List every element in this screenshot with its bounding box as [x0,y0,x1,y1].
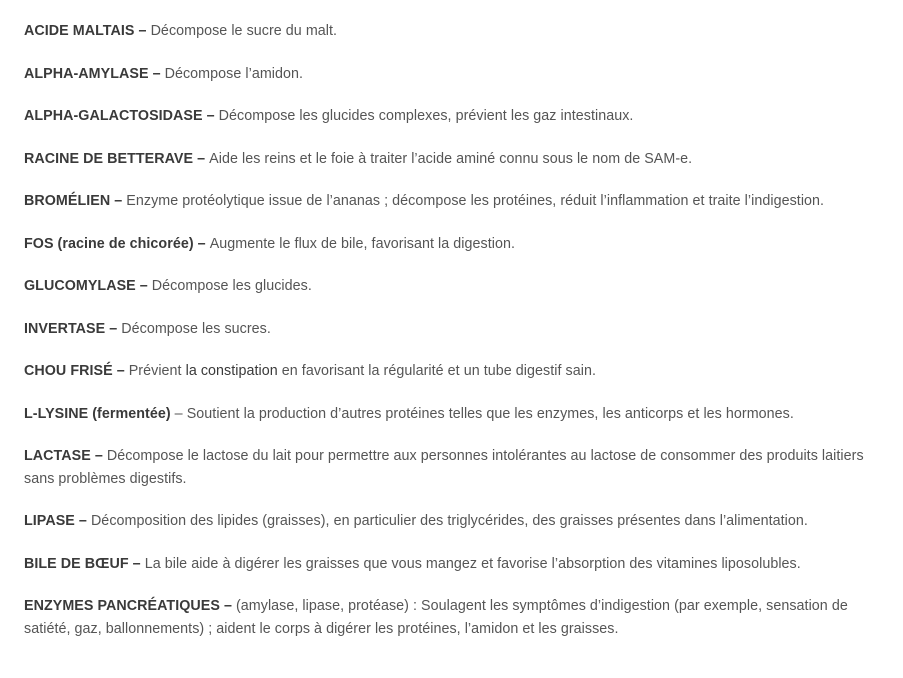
description: Augmente le flux de bile, favorisant la digestion. [209,235,515,252]
separator: – [219,598,236,614]
entry-enzymes-pancreatiques [24,595,879,640]
term: LACTASE [24,448,91,464]
separator: – [128,555,145,572]
entry-alpha-amylase [24,63,879,86]
entry-lactase [24,445,879,490]
term: ALPHA-GALACTOSIDASE [24,108,203,124]
entry-glucomylase [24,275,879,298]
term: BROMÉLIEN [24,193,111,209]
description: (amylase, lipase, protéase) : Soulagent les symptômes d’indigestion (par exemple, sensation de satiété, gaz, ballonnements) ; aident le corps à digérer les protéines, l’amidon et les graisses. [24,598,848,637]
entry-invertase [24,318,879,341]
term: FOS (racine de chicorée) [24,235,194,252]
separator: – [112,363,129,379]
description-pre: Prévient [128,363,186,379]
term: L-LYSINE (fermentée) [24,405,171,422]
separator: – [202,108,219,124]
separator: – [74,513,91,529]
description: Soutient la production d’autres protéines telles que les enzymes, les anticorps et les hormones. [186,405,794,422]
description: Décomposition des lipides (graisses), en particulier des triglycérides, des graisses présentes dans l’alimentation. [90,513,808,529]
constipation-link[interactable]: la constipation [185,363,278,379]
entry-l-lysine [24,403,879,426]
entry-fos [24,233,879,256]
separator: – [170,405,187,422]
description-post: en favorisant la régularité et un tube digestif sain. [277,363,596,379]
separator: – [105,320,122,337]
separator: – [135,278,152,294]
entry-chou-frise [24,360,879,383]
description: Enzyme protéolytique issue de l’ananas ; décompose les protéines, réduit l’inflammation et traite l’indigestion. [126,193,825,209]
term: GLUCOMYLASE [24,278,136,294]
separator: – [134,23,151,39]
term: ACIDE MALTAIS [24,23,135,39]
term: INVERTASE [24,320,106,337]
separator: – [193,235,210,252]
separator: – [148,65,165,82]
entry-bile-de-boeuf [24,553,879,576]
description: Décompose le lactose du lait pour permettre aux personnes intolérantes au lactose de consommer des produits laitiers sans problèmes digestifs. [24,448,864,487]
term: LIPASE [24,513,75,529]
description: Décompose l’amidon. [164,65,304,82]
description: Décompose les glucides complexes, prévient les gaz intestinaux. [218,108,634,124]
term: CHOU FRISÉ [24,363,113,379]
description: Décompose les sucres. [121,320,271,337]
description: Décompose les glucides. [151,278,312,294]
term: BILE DE BŒUF [24,555,129,572]
entry-racine-de-betterave [24,148,879,171]
entry-acide-maltais [24,20,879,43]
separator: – [110,193,127,209]
entry-lipase [24,510,879,533]
entry-alpha-galactosidase [24,105,879,128]
description: Décompose le sucre du malt. [150,23,338,39]
term: ALPHA-AMYLASE [24,65,149,82]
separator: – [193,150,210,167]
description: La bile aide à digérer les graisses que vous mangez et favorise l’absorption des vitamines liposolubles. [144,555,801,572]
description: Aide les reins et le foie à traiter l’acide aminé connu sous le nom de SAM-e. [209,150,693,167]
term: RACINE DE BETTERAVE [24,150,194,167]
separator: – [90,448,107,464]
entry-bromelien [24,190,879,213]
term: ENZYMES PANCRÉATIQUES [24,598,220,614]
